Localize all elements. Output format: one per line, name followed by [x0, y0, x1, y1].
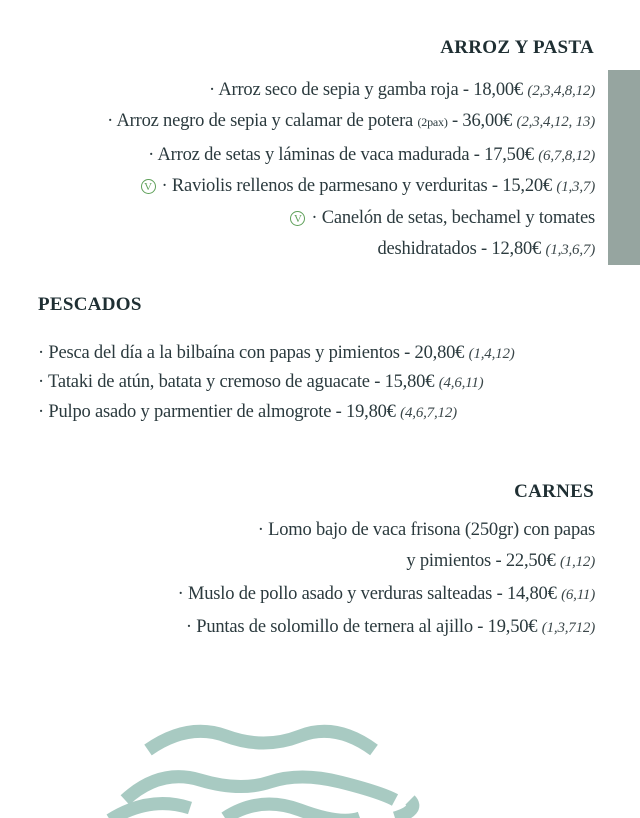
section-title-arroz-y-pasta: ARROZ Y PASTA: [440, 37, 594, 58]
section-title-pescados: PESCADOS: [38, 294, 142, 315]
menu-item-continuation: y pimientos - 22,50€ (1,12): [406, 551, 595, 571]
menu-item: · Arroz negro de sepia y calamar de potera (2pax) - 36,00€ (2,3,4,12, 13): [107, 111, 595, 131]
vegetarian-icon: V: [141, 179, 156, 194]
menu-item: · Pesca del día a la bilbaína con papas y pimientos - 20,80€ (1,4,12): [38, 343, 515, 363]
menu-item-continuation: deshidratados - 12,80€ (1,3,6,7): [377, 239, 595, 259]
menu-item: · Arroz seco de sepia y gamba roja - 18,00€ (2,3,4,8,12): [208, 80, 595, 100]
waves-logo-icon: [0, 700, 640, 818]
menu-item: · Lomo bajo de vaca frisona (250gr) con papas: [257, 520, 595, 540]
menu-item: V · Raviolis rellenos de parmesano y verduritas - 15,20€ (1,3,7): [141, 173, 595, 199]
section-title-carnes: CARNES: [514, 481, 594, 502]
menu-item: V · Canelón de setas, bechamel y tomates: [290, 205, 595, 231]
menu-item: · Puntas de solomillo de ternera al ajillo - 19,50€ (1,3,712): [185, 617, 595, 637]
menu-item: · Tataki de atún, batata y cremoso de aguacate - 15,80€ (4,6,11): [38, 372, 484, 392]
menu-item: · Muslo de pollo asado y verduras salteadas - 14,80€ (6,11): [177, 584, 595, 604]
menu-item: · Pulpo asado y parmentier de almogrote - 19,80€ (4,6,7,12): [38, 402, 457, 422]
vegetarian-icon: V: [290, 211, 305, 226]
menu-item: · Arroz de setas y láminas de vaca madurada - 17,50€ (6,7,8,12): [148, 145, 595, 165]
side-decorative-bar: [608, 70, 640, 265]
